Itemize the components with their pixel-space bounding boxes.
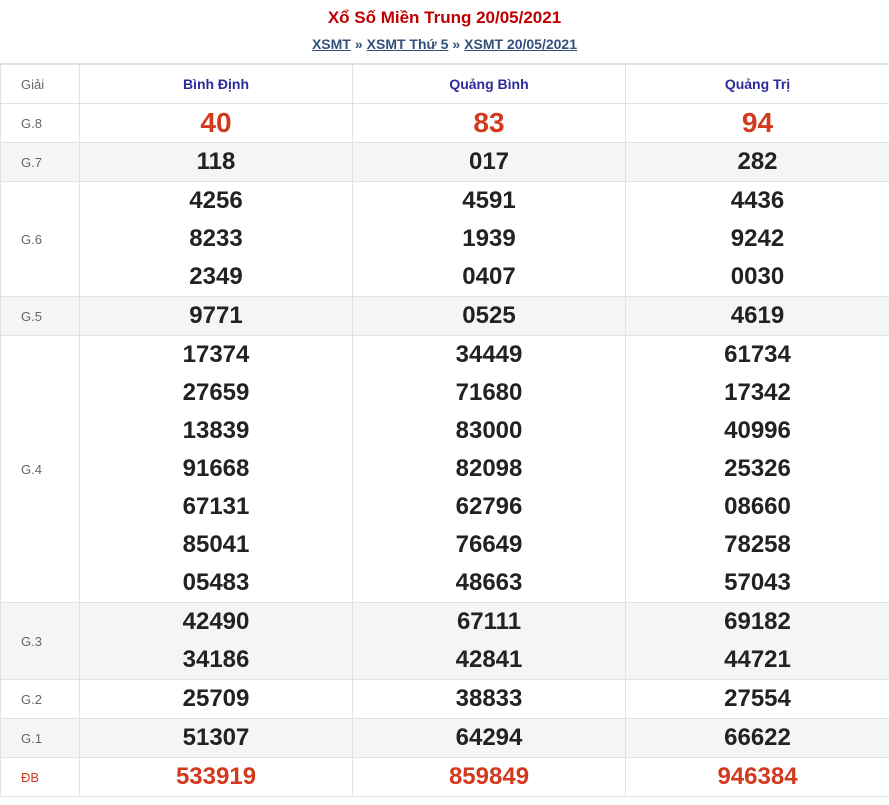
result-number: 67131: [182, 493, 250, 520]
result-number: 82098: [455, 455, 523, 482]
result-number: 38833: [455, 685, 523, 712]
result-number: 71680: [455, 379, 523, 406]
prize-label: G.2: [1, 680, 80, 719]
results-table: [0, 64, 889, 797]
province-header-binh-dinh: Bình Định: [80, 65, 353, 104]
result-number: 8233: [189, 225, 243, 252]
result-number: 9242: [730, 225, 785, 252]
table-row: [1, 143, 889, 182]
result-number: 17342: [724, 379, 791, 406]
table-row: [1, 104, 889, 143]
result-cell: [80, 336, 353, 603]
results-body: [1, 104, 889, 797]
result-number: 13839: [182, 417, 250, 444]
result-cell: [80, 719, 353, 758]
breadcrumb-link-xsmt[interactable]: XSMT: [311, 36, 351, 52]
breadcrumb-separator: »: [452, 36, 461, 52]
result-cell: [80, 104, 353, 143]
result-number: 85041: [182, 531, 250, 558]
result-cell: [353, 680, 626, 719]
prize-label: G.1: [1, 719, 80, 758]
result-number: 40996: [724, 417, 791, 444]
result-cell: [353, 719, 626, 758]
result-number: 61734: [724, 341, 791, 368]
result-number: 0525: [462, 302, 516, 329]
result-number: 34449: [455, 341, 523, 368]
page-header: [0, 0, 889, 64]
result-cell: [80, 680, 353, 719]
result-cell: [626, 143, 889, 182]
result-number: 64294: [455, 724, 523, 751]
result-number: 69182: [724, 608, 791, 635]
result-cell: [80, 603, 353, 680]
result-number: 25709: [182, 685, 250, 712]
result-number: 76649: [455, 531, 523, 558]
result-number: 1939: [462, 225, 516, 252]
result-number: 4619: [730, 302, 785, 329]
result-number: 4591: [462, 187, 516, 214]
result-number: 017: [468, 148, 510, 175]
result-cell: [626, 603, 889, 680]
result-cell: [80, 182, 353, 297]
table-row: [1, 680, 889, 719]
result-number: 282: [737, 148, 778, 175]
table-header-row: [1, 65, 889, 104]
result-number: 44721: [724, 646, 791, 673]
result-cell: [353, 297, 626, 336]
result-cell: [626, 104, 889, 143]
breadcrumb-separator: »: [354, 36, 363, 52]
result-cell: [80, 297, 353, 336]
result-number: 42490: [182, 608, 250, 635]
prize-label: G.7: [1, 143, 80, 182]
result-number: 66622: [724, 724, 791, 751]
result-cell: [626, 182, 889, 297]
result-number: 57043: [724, 569, 791, 596]
result-number: 34186: [182, 646, 250, 673]
result-number: 533919: [175, 763, 257, 790]
result-cell: [80, 758, 353, 797]
result-cell: [80, 143, 353, 182]
result-cell: [353, 603, 626, 680]
result-number: 78258: [724, 531, 791, 558]
prize-label: ĐB: [1, 758, 80, 797]
result-number: 40: [200, 107, 232, 138]
result-number: 859849: [448, 763, 530, 790]
prize-label: G.8: [1, 104, 80, 143]
breadcrumb-link-xsmt-date[interactable]: XSMT 20/05/2021: [464, 36, 578, 52]
result-number: 83: [473, 107, 505, 138]
prize-label: G.5: [1, 297, 80, 336]
table-row: [1, 336, 889, 603]
result-number: 4256: [189, 187, 243, 214]
result-number: 94: [741, 107, 774, 138]
result-number: 62796: [455, 493, 523, 520]
result-number: 05483: [182, 569, 250, 596]
result-number: 27659: [182, 379, 250, 406]
result-cell: [353, 758, 626, 797]
result-number: 17374: [182, 341, 250, 368]
result-number: 946384: [717, 763, 798, 790]
table-row: [1, 182, 889, 297]
result-number: 27554: [724, 685, 791, 712]
prize-label: G.3: [1, 603, 80, 680]
result-cell: [353, 143, 626, 182]
result-number: 91668: [182, 455, 250, 482]
breadcrumb-link-xsmt-thu5[interactable]: XSMT Thứ 5: [366, 36, 449, 52]
result-cell: [353, 182, 626, 297]
table-row: [1, 603, 889, 680]
breadcrumb: [0, 35, 889, 53]
result-number: 83000: [455, 417, 523, 444]
result-number: 4436: [730, 187, 785, 214]
result-number: 118: [196, 148, 236, 175]
prize-column-header: Giải: [1, 65, 80, 104]
result-number: 48663: [455, 569, 523, 596]
result-number: 2349: [189, 263, 243, 290]
result-number: 08660: [724, 493, 791, 520]
result-cell: [353, 336, 626, 603]
table-row: [1, 719, 889, 758]
prize-label: G.4: [1, 336, 80, 603]
result-cell: [626, 719, 889, 758]
result-number: 42841: [455, 646, 523, 673]
result-number: 51307: [182, 724, 250, 751]
result-number: 0030: [730, 263, 785, 290]
result-cell: [626, 336, 889, 603]
province-header-quang-tri: Quảng Trị: [626, 65, 889, 104]
result-cell: [626, 297, 889, 336]
result-cell: [353, 104, 626, 143]
table-row: [1, 297, 889, 336]
province-header-quang-binh: Quảng Bình: [353, 65, 626, 104]
result-number: 9771: [189, 302, 243, 329]
prize-label: G.6: [1, 182, 80, 297]
page-title: Xổ Số Miền Trung 20/05/2021: [327, 8, 562, 27]
result-cell: [626, 758, 889, 797]
result-number: 67111: [456, 608, 522, 635]
table-row: [1, 758, 889, 797]
result-cell: [626, 680, 889, 719]
result-number: 25326: [724, 455, 791, 482]
result-number: 0407: [462, 263, 516, 290]
